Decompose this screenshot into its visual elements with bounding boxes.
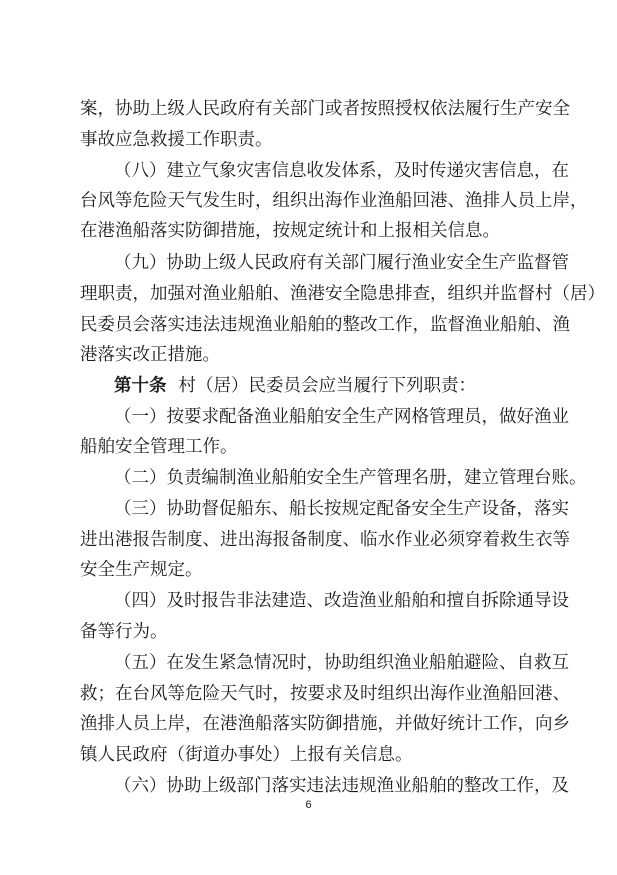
article-heading <box>114 371 542 401</box>
text-line: 案，协助上级人民政府有关部门或者按照授权依法履行生产安全 <box>80 99 570 119</box>
text-line: 理职责，加强对渔业船舶、渔港安全隐患排查，组织并监督村（居） <box>80 284 605 304</box>
paragraph-item-9: （九）协助上级人民政府有关部门履行渔业安全生产监督管 <box>114 253 569 273</box>
paragraph-item-2: （二）负责编制渔业船舶安全生产管理名册，建立管理台账。 <box>114 468 587 488</box>
text-line: 船舶安全管理工作。 <box>80 437 238 457</box>
text-line: 备等行为。 <box>80 622 168 642</box>
text-line: 在港渔船落实防御措施，按规定统计和上报相关信息。 <box>80 221 500 241</box>
text-line: 台风等危险天气发生时，组织出海作业渔船回港、渔排人员上岸， <box>80 191 588 211</box>
paragraph-item-3: （三）协助督促船东、船长按规定配备安全生产设备，落实 <box>114 499 569 519</box>
paragraph-item-4: （四）及时报告非法建造、改造渔业船舶和擅自拆除通导设 <box>114 591 569 611</box>
text-line: 进出港报告制度、进出海报备制度、临水作业必须穿着救生衣等 <box>80 530 570 550</box>
text-line: 救；在台风等危险天气时，按要求及时组织出海作业渔船回港、 <box>80 684 570 704</box>
article-label: 第十条 <box>114 376 167 396</box>
article-text: 村（居）民委员会应当履行下列职责： <box>178 376 476 396</box>
text-line: 民委员会落实违法违规渔业船舶的整改工作，监督渔业船舶、渔 <box>80 315 570 335</box>
text-line: 事故应急救援工作职责。 <box>80 130 273 150</box>
text-line: 渔排人员上岸，在港渔船落实防御措施，并做好统计工作，向乡 <box>80 714 570 734</box>
text-line: 镇人民政府（街道办事处）上报有关信息。 <box>80 745 413 765</box>
paragraph-item-1: （一）按要求配备渔业船舶安全生产网格管理员，做好渔业 <box>114 407 569 427</box>
text-line: 安全生产规定。 <box>80 560 203 580</box>
paragraph-item-8: （八）建立气象灾害信息收发体系，及时传递灾害信息，在 <box>114 161 569 181</box>
page-number: 6 <box>305 799 312 811</box>
text-line: 港落实改正措施。 <box>80 345 220 365</box>
paragraph-item-6: （六）协助上级部门落实违法违规渔业船舶的整改工作，及 <box>114 776 569 796</box>
paragraph-item-5: （五）在发生紧急情况时，协助组织渔业船舶避险、自救互 <box>114 653 569 673</box>
